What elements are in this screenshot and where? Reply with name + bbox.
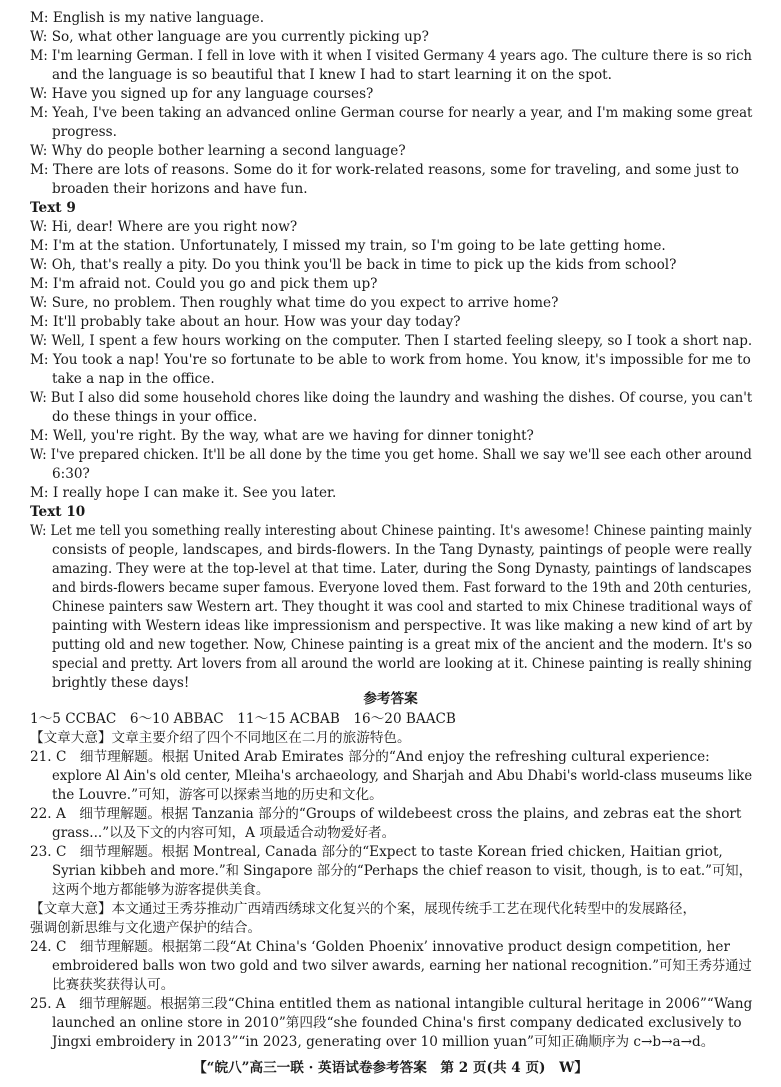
dialogue-line: W: But I also did some household chores like doing the laundry and washing the dishes. Of course, you can't xyxy=(30,390,753,406)
dialogue-line: M: Well, you're right. By the way, what are we having for dinner tonight? xyxy=(30,428,534,444)
dialogue-line: W: Have you signed up for any language courses? xyxy=(30,86,374,102)
monologue-line: putting old and new together. Now, Chinese painting is a great mix of the ancient and the modern. It's so xyxy=(52,637,753,653)
explanation-line: 【文章大意】文章主要介绍了四个不同地区在二月的旅游特色。 xyxy=(30,730,411,746)
dialogue-line: M: There are lots of reasons. Some do it for work-related reasons, some for traveling, and some just to xyxy=(30,162,739,178)
dialogue-line: W: Sure, no problem. Then roughly what time do you expect to arrive home? xyxy=(30,295,559,311)
explanation-line: 【文章大意】本文通过王秀芬推动广西靖西绣球文化复兴的个案，展现传统手工艺在现代化转型中的发展路径， xyxy=(30,901,697,917)
explanation-line: embroidered balls won two gold and two silver awards, earning her national recognition.”可知王秀芬通过 xyxy=(52,958,752,974)
dialogue-line: M: Yeah, I've been taking an advanced online German course for nearly a year, and I'm making some great xyxy=(30,105,753,121)
explanation-line: 强调创新思维与文化遗产保护的结合。 xyxy=(30,920,262,936)
dialogue-line: M: I'm learning German. I fell in love with it when I visited Germany 4 years ago. The culture there is so rich xyxy=(30,48,752,64)
explanation-line: 比赛获奖获得认可。 xyxy=(52,977,175,993)
explanation-line: 25. A 细节理解题。根据第三段“China entitled them as national intangible cultural heritage in 2006”“Wang xyxy=(30,996,753,1012)
monologue-line: special and pretty. Art lovers from all around the world are looking at it. Chinese painting is really shining xyxy=(52,656,752,672)
explanation-line: 这两个地方都能够为游客提供美食。 xyxy=(52,882,270,898)
dialogue-line: M: You took a nap! You're so fortunate to be able to work from home. You know, it's impossible for me to xyxy=(30,352,751,368)
explanation-line: 24. C 细节理解题。根据第二段“At China's ‘Golden Phoenix’ innovative product design competition, her xyxy=(30,939,730,955)
explanation-line: 22. A 细节理解题。根据 Tanzania 部分的“Groups of wildebeest cross the plains, and zebras eat the short xyxy=(30,806,742,822)
dialogue-line: M: It'll probably take about an hour. How was your day today? xyxy=(30,314,461,330)
text9-heading: Text 9 xyxy=(30,200,76,216)
monologue-line: brightly these days! xyxy=(52,675,190,691)
explanation-line: explore Al Ain's old center, Mleiha's archaeology, and Sharjah and Abu Dhabi's world-class museums like xyxy=(52,768,753,784)
dialogue-line: M: I really hope I can make it. See you later. xyxy=(30,485,337,501)
monologue-line: painting with Western ideas like impressionism and perspective. It was like making a new kind of art by xyxy=(52,618,753,634)
dialogue-line: W: Well, I spent a few hours working on the computer. Then I started feeling sleepy, so I took a short nap. xyxy=(30,333,753,349)
explanation-line: launched an online store in 2010”第四段“she founded China's first company dedicated exclusively to xyxy=(52,1015,742,1031)
dialogue-line: W: Oh, that's really a pity. Do you think you'll be back in time to pick up the kids from school? xyxy=(30,257,677,273)
monologue-line: and birds-flowers became super famous. Everyone loved them. Fast forward to the 19th and 20th centuries, xyxy=(52,580,752,596)
answer-key-line: 1～5 CCBAC 6～10 ABBAC 11～15 ACBAB 16～20 BAACB xyxy=(30,711,456,727)
dialogue-line: W: Hi, dear! Where are you right now? xyxy=(30,219,298,235)
monologue-line: consists of people, landscapes, and birds-flowers. In the Tang Dynasty, paintings of people were really xyxy=(52,542,752,558)
monologue-line: Chinese painters saw Western art. They thought it was cool and started to mix Chinese traditional ways of xyxy=(52,599,752,615)
explanation-line: 21. C 细节理解题。根据 United Arab Emirates 部分的“And enjoy the refreshing cultural experience: xyxy=(30,749,710,765)
dialogue-line: broaden their horizons and have fun. xyxy=(52,181,308,197)
dialogue-line: progress. xyxy=(52,124,117,140)
dialogue-line: take a nap in the office. xyxy=(52,371,215,387)
dialogue-line: W: Why do people bother learning a second language? xyxy=(30,143,406,159)
dialogue-line: 6:30? xyxy=(52,466,90,482)
dialogue-line: do these things in your office. xyxy=(52,409,258,425)
dialogue-line: and the language is so beautiful that I knew I had to start learning it on the spot. xyxy=(52,67,612,83)
monologue-line: amazing. They were at the top-level at that time. Later, during the Song Dynasty, paintings of landscapes xyxy=(52,561,752,577)
dialogue-line: W: I've prepared chicken. It'll be all done by the time you get home. Shall we say we'll see each other around xyxy=(30,447,752,463)
explanation-line: Syrian kibbeh and more.”和 Singapore 部分的“Perhaps the chief reason to visit, though, is to eat.”可知， xyxy=(52,863,752,879)
monologue-line: W: Let me tell you something really interesting about Chinese painting. It's awesome! Chinese painting mainly xyxy=(30,523,752,539)
explanation-line: grass...”以及下文的内容可知，A 项最适合动物爱好者。 xyxy=(52,825,396,841)
page-footer: 【“皖八”高三一联 · 英语试卷参考答案 第 2 页(共 4 页) W】 xyxy=(193,1060,588,1076)
dialogue-line: W: So, what other language are you currently picking up? xyxy=(30,29,429,45)
explanation-line: Jingxi embroidery in 2013”“in 2023, generating over 10 million yuan”可知正确顺序为 c→b→a→d。 xyxy=(52,1034,715,1050)
explanation-line: 23. C 细节理解题。根据 Montreal, Canada 部分的“Expect to taste Korean fried chicken, Haitian griot, xyxy=(30,844,723,860)
answers-title: 参考答案 xyxy=(363,691,418,707)
dialogue-line: M: English is my native language. xyxy=(30,10,265,26)
dialogue-line: M: I'm at the station. Unfortunately, I missed my train, so I'm going to be late getting home. xyxy=(30,238,666,254)
text10-heading: Text 10 xyxy=(30,504,86,520)
dialogue-line: M: I'm afraid not. Could you go and pick them up? xyxy=(30,276,378,292)
explanation-line: the Louvre.”可知，游客可以探索当地的历史和文化。 xyxy=(52,787,383,803)
